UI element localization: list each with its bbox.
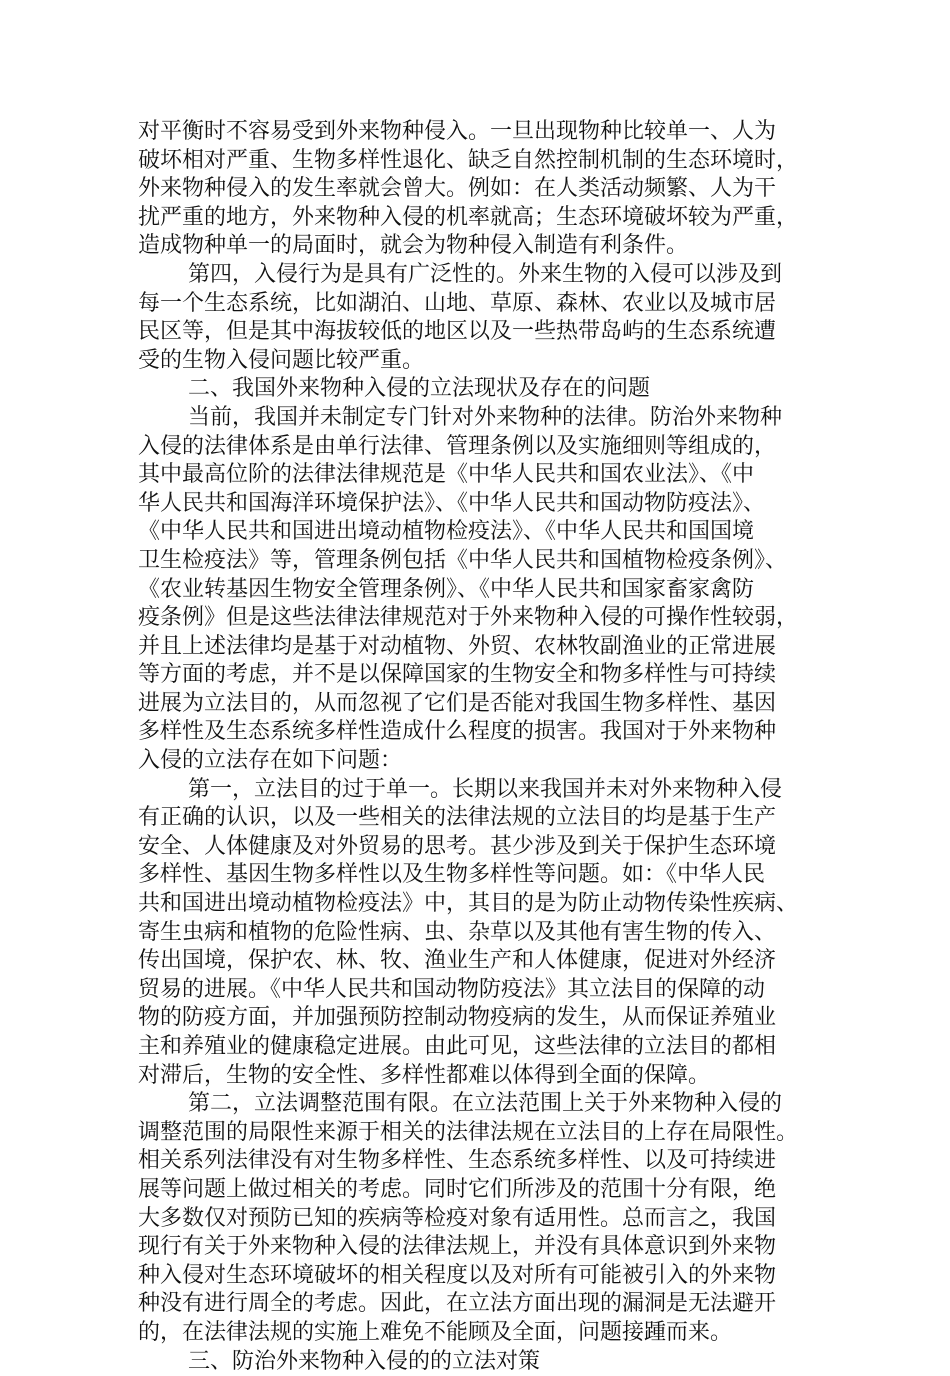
text-line: 寄生虫病和植物的危险性病、虫、杂草以及其他有害生物的传入、 [138, 919, 777, 945]
text-line: 其中最高位阶的法律法律规范是《中华人民共和国农业法》、《中 [138, 462, 755, 488]
text-line: 传出国境，保护农、林、牧、渔业生产和人体健康，促进对外经济 [138, 948, 777, 974]
text-line: 贸易的进展。《中华人民共和国动物防疫法》其立法目的保障的动 [138, 976, 766, 1002]
paragraph-first-line: 第四，入侵行为是具有广泛性的。外来生物的入侵可以涉及到 [188, 261, 783, 287]
text-line: 物的防疫方面，并加强预防控制动物疫病的发生，从而保证养殖业 [138, 1005, 777, 1031]
text-line: 卫生检疫法》等，管理条例包括《中华人民共和国植物检疫条例》、 [138, 547, 788, 573]
text-line: 种没有进行周全的考虑。因此，在立法方面出现的漏洞是无法避开 [138, 1291, 777, 1317]
text-line: 等方面的考虑，并不是以保障国家的生物安全和物多样性与可持续 [138, 662, 777, 688]
section-heading: 三、防治外来物种入侵的的立法对策 [188, 1348, 541, 1374]
text-line: 的，在法律法规的实施上难免不能顾及全面，问题接踵而来。 [138, 1319, 733, 1345]
text-line: 并且上述法律均是基于对动植物、外贸、农林牧副渔业的正常进展 [138, 633, 777, 659]
text-line: 主和养殖业的健康稳定进展。由此可见，这些法律的立法目的都相 [138, 1034, 777, 1059]
text-line: 疫条例》但是这些法律法律规范对于外来物种入侵的可操作性较弱， [138, 605, 799, 631]
paragraph-first-line: 第二，立法调整范围有限。在立法范围上关于外来物种入侵的 [188, 1091, 783, 1117]
text-line: 共和国进出境动植物检疫法》中，其目的是为防止动物传染性疾病、 [138, 891, 799, 917]
text-line: 每一个生态系统，比如湖泊、山地、草原、森林、农业以及城市居 [138, 290, 777, 316]
text-line: 种入侵对生态环境破坏的相关程度以及对所有可能被引入的外来物 [138, 1262, 777, 1288]
text-line: 民区等，但是其中海拔较低的地区以及一些热带岛屿的生态系统遭 [138, 319, 777, 345]
text-line: 《农业转基因生物安全管理条例》、《中华人民共和国家畜家禽防 [138, 576, 755, 602]
text-line: 对平衡时不容易受到外来物种侵入。一旦出现物种比较单一、人为 [138, 119, 777, 144]
text-line: 多样性、基因生物多样性以及生物多样性等问题。如：《中华人民 [138, 862, 766, 888]
text-line: 扰严重的地方，外来物种入侵的机率就高；生态环境破坏较为严重， [138, 204, 799, 230]
text-line: 大多数仅对预防已知的疾病等检疫对象有适用性。总而言之，我国 [138, 1205, 777, 1231]
text-line: 入侵的立法存在如下问题： [138, 748, 403, 774]
text-line: 展等问题上做过相关的考虑。同时它们所涉及的范围十分有限，绝 [138, 1176, 777, 1202]
paragraph-first-line: 第一，立法目的过于单一。长期以来我国并未对外来物种入侵 [188, 776, 783, 802]
text-line: 对滞后，生物的安全性、多样性都难以体得到全面的保障。 [138, 1062, 711, 1088]
text-line: 华人民共和国海洋环境保护法》、《中华人民共和国动物防疫法》、 [138, 490, 766, 516]
text-line: 现行有关于外来物种入侵的法律法规上，并没有具体意识到外来物 [138, 1234, 777, 1260]
text-line: 多样性及生态系统多样性造成什么程度的损害。我国对于外来物种 [138, 719, 777, 745]
document-page [138, 118, 813, 1376]
text-line: 《中华人民共和国进出境动植物检疫法》、《中华人民共和国国境 [138, 519, 755, 545]
text-line: 造成物种单一的局面时，就会为物种侵入制造有利条件。 [138, 233, 689, 259]
section-heading: 二、我国外来物种入侵的立法现状及存在的问题 [188, 376, 651, 402]
text-line: 相关系列法律没有对生物多样性、生态系统多样性、以及可持续进 [138, 1148, 777, 1174]
text-line: 受的生物入侵问题比较严重。 [138, 347, 425, 373]
text-line: 破坏相对严重、生物多样性退化、缺乏自然控制机制的生态环境时， [138, 147, 799, 173]
text-line: 外来物种侵入的发生率就会曾大。例如：在人类活动频繁、人为干 [138, 176, 777, 202]
text-line: 有正确的认识，以及一些相关的法律法规的立法目的均是基于生产 [138, 805, 777, 831]
text-line: 安全、人体健康及对外贸易的思考。甚少涉及到关于保护生态环境 [138, 833, 777, 859]
text-line: 调整范围的局限性来源于相关的法律法规在立法目的上存在局限性。 [138, 1119, 799, 1145]
paragraph-first-line: 当前，我国并未制定专门针对外来物种的法律。防治外来物种 [188, 404, 783, 430]
text-line: 进展为立法目的，从而忽视了它们是否能对我国生物多样性、基因 [138, 690, 777, 716]
text-line: 入侵的法律体系是由单行法律、管理条例以及实施细则等组成的， [138, 433, 777, 459]
